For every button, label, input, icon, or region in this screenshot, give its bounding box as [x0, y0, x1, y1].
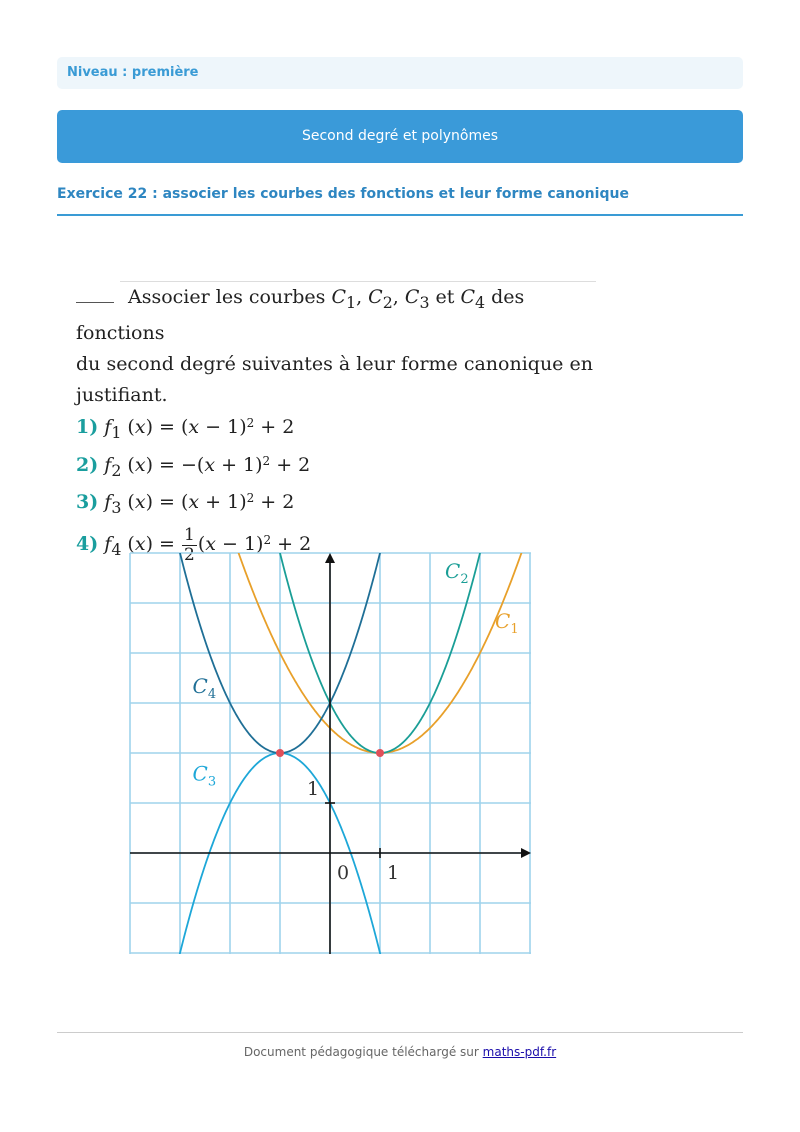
curve-label-c4: $C_4$	[192, 674, 217, 702]
origin-label: 0	[337, 862, 350, 884]
statement-line-3: justifiant.	[76, 383, 168, 406]
y-axis-arrow	[325, 553, 335, 563]
function-graph	[125, 548, 535, 960]
statement-line-2: du second degré suivantes à leur forme canonique en	[76, 352, 593, 375]
function-item-4: 4) $f_4$ (x) = $\frac{1}{2}$ $(x - 1)^2 + 2$	[76, 524, 312, 565]
chapter-banner: Second degré et polynômes	[57, 110, 743, 163]
exercise-statement	[76, 282, 606, 570]
footer	[0, 1045, 800, 1059]
footer-divider	[57, 1032, 743, 1033]
curve-label-c3: $C_3$	[192, 761, 217, 790]
exercise-title: Exercice 22 : associer les courbes des fonctions et leur forme canonique	[57, 186, 743, 216]
curve-c4	[150, 548, 534, 753]
function-item-1: 1) $f_1$ $(x) = (x - 1)^2 + 2$	[76, 415, 295, 442]
curve-label-c1: $C_1$	[495, 609, 519, 637]
statement-line-1: Associer les courbes $C_1$, $C_2$, $C_3$ et $C_4$ des fonctions	[76, 286, 525, 344]
level-badge: Niveau : première	[57, 57, 743, 89]
curve-label-c2: $C_2$	[445, 559, 469, 587]
function-item-2: 2) $f_2$ $(x) = -(x + 1)^2 + 2$	[76, 453, 311, 480]
y-one-label: 1	[307, 778, 320, 800]
answer-blank	[76, 284, 114, 303]
vertex-point-minus1-2	[276, 749, 284, 757]
x-one-label: 1	[387, 862, 400, 884]
footer-text: Document pédagogique téléchargé sur	[243, 1045, 479, 1059]
statement-divider	[120, 281, 596, 282]
vertex-point-1-2	[376, 749, 384, 757]
function-item-3: 3) $f_3$ $(x) = (x + 1)^2 + 2$	[76, 491, 295, 518]
footer-link[interactable]: maths-pdf.fr	[482, 1045, 557, 1059]
